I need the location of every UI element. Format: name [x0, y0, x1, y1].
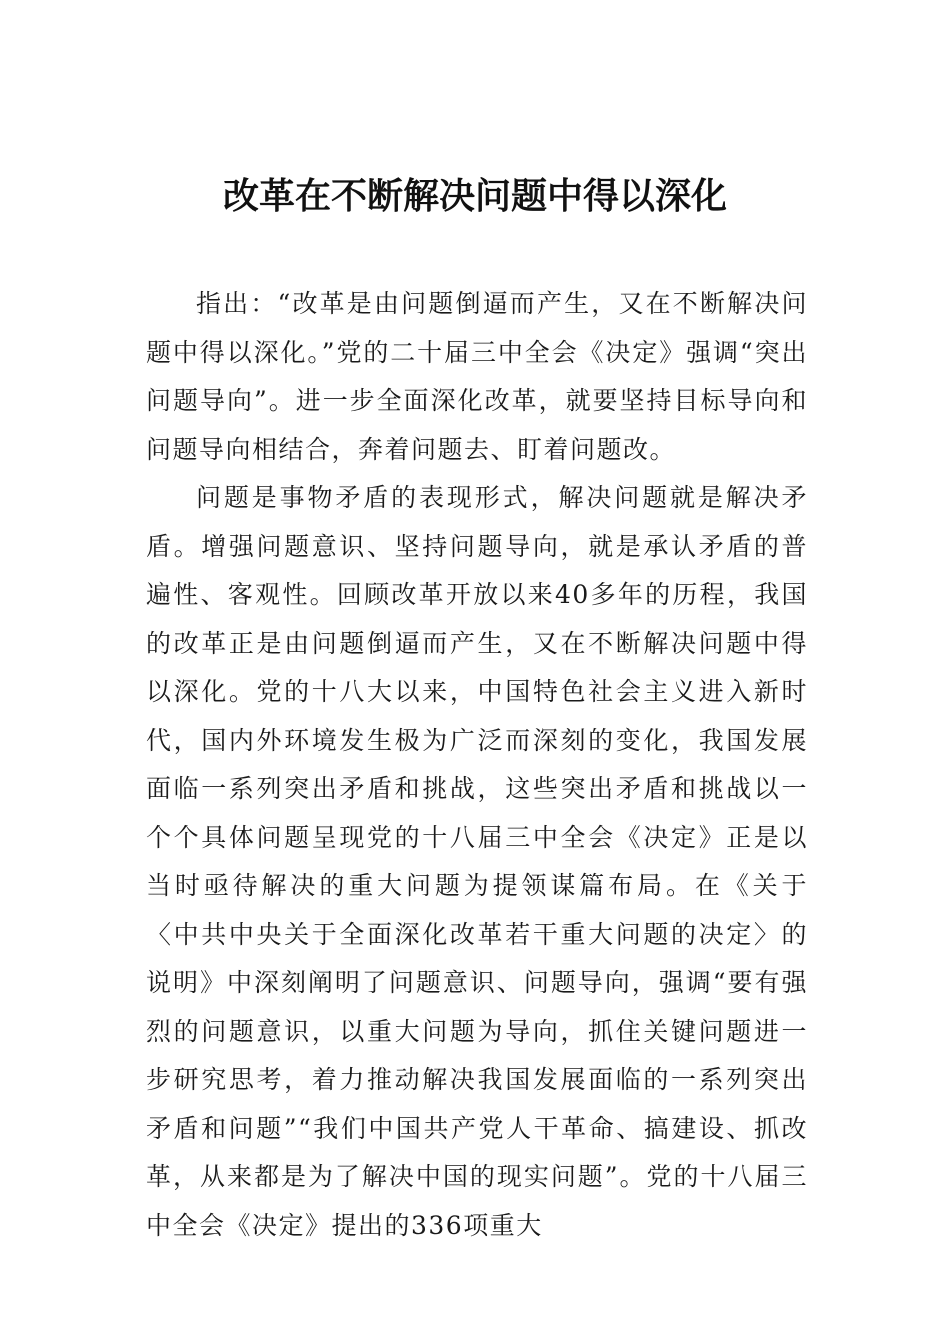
document-body	[146, 280, 808, 1250]
paragraph-2: 问题是事物矛盾的表现形式，解决问题就是解决矛盾。增强问题意识、坚持问题导向，就是承认矛盾的普遍性、客观性。回顾改革开放以来40多年的历程，我国的改革正是由问题倒逼而产生，又在不断解决问题中得以深化。党的十八大以来，中国特色社会主义进入新时代，国内外环境发生极为广泛而深刻的变化，我国发展面临一系列突出矛盾和挑战，这些突出矛盾和挑战以一个个具体问题呈现党的十八届三中全会《决定》正是以当时亟待解决的重大问题为提领谋篇布局。在《关于〈中共中央关于全面深化改革若干重大问题的决定〉的说明》中深刻阐明了问题意识、问题导向，强调“要有强烈的问题意识，以重大问题为导向，抓住关键问题进一步研究思考，着力推动解决我国发展面临的一系列突出矛盾和问题”“我们中国共产党人干革命、搞建设、抓改革，从来都是为了解决中国的现实问题”。党的十八届三中全会《决定》提出的336项重大	[146, 483, 808, 1240]
document-title: 改革在不断解决问题中得以深化	[222, 175, 727, 217]
paragraph-1: 指出：“改革是由问题倒逼而产生，又在不断解决问题中得以深化。”党的二十届三中全会《决定》强调“突出问题导向”。进一步全面深化改革，就要坚持目标导向和问题导向相结合，奔着问题去、盯着问题改。	[146, 289, 808, 464]
